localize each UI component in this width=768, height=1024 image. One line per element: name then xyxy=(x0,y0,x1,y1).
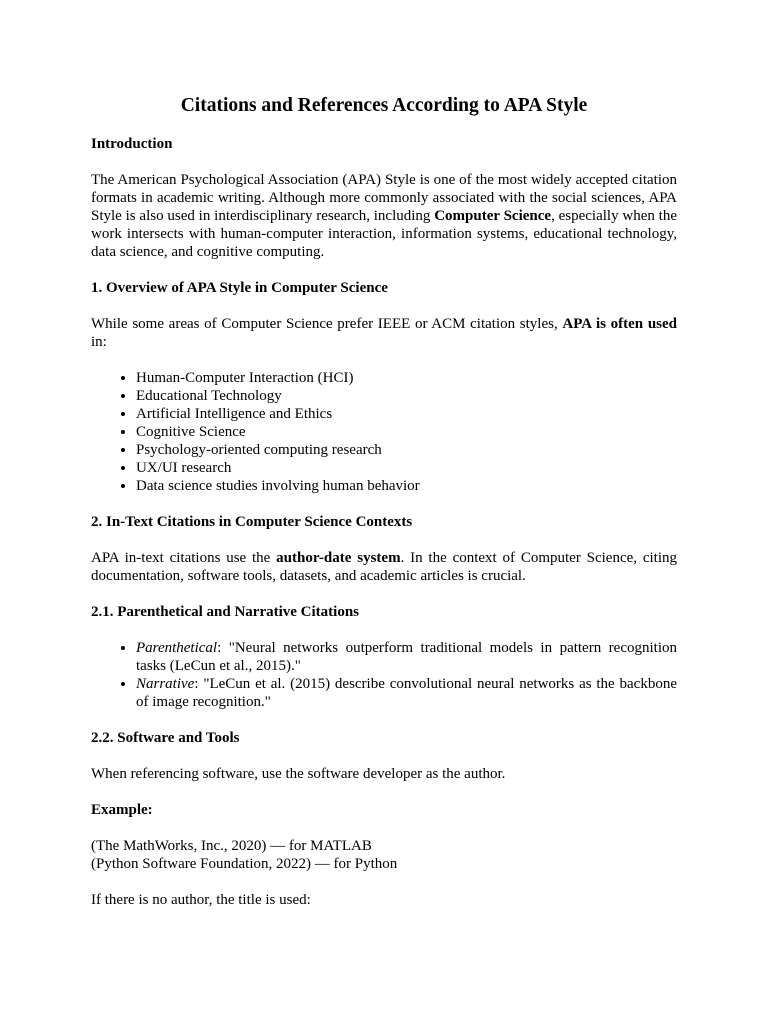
section1-paragraph xyxy=(91,315,677,351)
list-item: • Artificial Intelligence and Ethics xyxy=(136,405,677,423)
intro-text-2: , especially when the work intersects with human-computer interaction, information systems, educational technology, data science, and cognitive computing. xyxy=(91,208,677,260)
list-item: • Educational Technology xyxy=(136,387,677,405)
section2-bold-term: author-date system xyxy=(276,550,401,566)
section1-text-2: in: xyxy=(91,334,107,350)
intro-bold-term: Computer Science xyxy=(434,208,552,224)
citation-example-text: : "Neural networks outperform traditional models in pattern recognition tasks (LeCun et al., 2015)." xyxy=(136,640,677,674)
list-item xyxy=(136,639,677,675)
section22-heading: 2.2. Software and Tools xyxy=(91,730,240,746)
list-item: • Cognitive Science xyxy=(136,423,677,441)
section1-list xyxy=(91,369,677,495)
citation-type-label: Parenthetical xyxy=(136,640,218,656)
citation-type-label: Narrative xyxy=(136,676,195,692)
section2-paragraph xyxy=(91,549,677,585)
citation-example-text: : "LeCun et al. (2015) describe convolutional neural networks as the backbone of image recognition." xyxy=(136,676,677,710)
section1-heading: 1. Overview of APA Style in Computer Science xyxy=(91,280,388,296)
intro-paragraph xyxy=(91,171,677,261)
section22-paragraph: When referencing software, use the software developer as the author. xyxy=(91,766,506,782)
section21-heading: 2.1. Parenthetical and Narrative Citations xyxy=(91,604,360,620)
list-item: • UX/UI research xyxy=(136,459,677,477)
intro-text-1: The American Psychological Association (APA) Style is one of the most widely accepted citation formats in academic writing. Although more commonly associated with the social sciences, APA Style is also used in interdisciplinary research, including xyxy=(91,172,677,224)
section21-list xyxy=(91,639,677,711)
example-line: (Python Software Foundation, 2022) — for Python xyxy=(91,856,398,872)
list-item: • Psychology-oriented computing research xyxy=(136,441,677,459)
section1-bold-term: APA is often used xyxy=(562,316,677,332)
list-item: • Human-Computer Interaction (HCI) xyxy=(136,369,677,387)
example-line: (The MathWorks, Inc., 2020) — for MATLAB xyxy=(91,838,372,854)
intro-heading: Introduction xyxy=(91,136,173,152)
section2-heading: 2. In-Text Citations in Computer Science Contexts xyxy=(91,514,413,530)
section2-text-2: . In the context of Computer Science, citing documentation, software tools, datasets, and academic articles is crucial. xyxy=(91,550,677,584)
section1-text-1: While some areas of Computer Science prefer IEEE or ACM citation styles, xyxy=(91,316,563,332)
example-label: Example: xyxy=(91,802,153,818)
document-title: Citations and References According to APA Style xyxy=(180,95,588,116)
section2-text-1: APA in-text citations use the xyxy=(91,550,277,566)
no-author-paragraph: If there is no author, the title is used: xyxy=(91,892,311,908)
list-item xyxy=(136,675,677,711)
list-item: • Data science studies involving human behavior xyxy=(136,477,677,495)
